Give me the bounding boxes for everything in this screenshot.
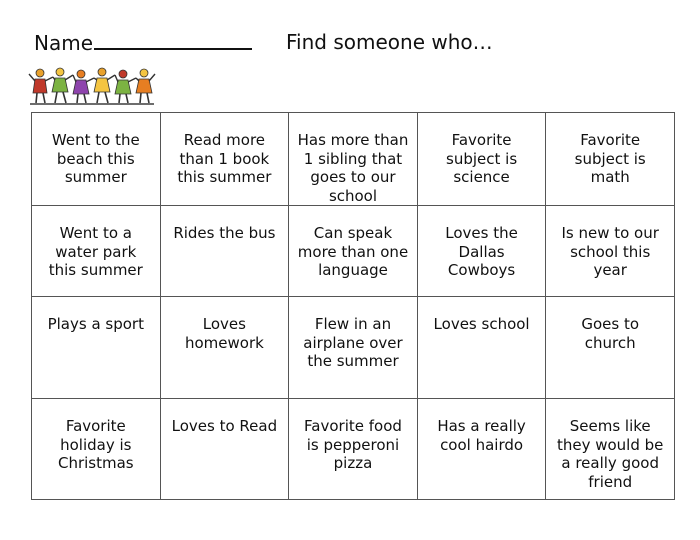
grid-cell[interactable]: Favorite food is pepperoni pizza <box>289 399 418 500</box>
bingo-grid <box>31 112 675 500</box>
grid-cell[interactable]: Loves homework <box>160 297 289 399</box>
worksheet-header <box>34 30 493 55</box>
grid-row <box>32 399 675 500</box>
grid-cell[interactable]: Goes to church <box>546 297 675 399</box>
grid-cell[interactable]: Rides the bus <box>160 206 289 297</box>
grid-cell[interactable]: Loves school <box>417 297 546 399</box>
grid-row <box>32 113 675 206</box>
grid-cell[interactable]: Is new to our school this year <box>546 206 675 297</box>
grid-cell[interactable]: Loves to Read <box>160 399 289 500</box>
grid-cell[interactable]: Plays a sport <box>32 297 161 399</box>
grid-cell[interactable]: Favorite subject is math <box>546 113 675 206</box>
worksheet-title: Find someone who… <box>286 30 493 54</box>
grid-cell[interactable]: Has more than 1 sibling that goes to our school <box>289 113 418 206</box>
grid-cell[interactable]: Went to a water park this summer <box>32 206 161 297</box>
grid-cell[interactable]: Can speak more than one language <box>289 206 418 297</box>
grid-cell[interactable]: Has a really cool hairdo <box>417 399 546 500</box>
name-write-line[interactable] <box>94 30 252 50</box>
name-label: Name <box>34 31 94 55</box>
grid-cell[interactable]: Went to the beach this summer <box>32 113 161 206</box>
grid-row <box>32 297 675 399</box>
grid-cell[interactable]: Loves the Dallas Cowboys <box>417 206 546 297</box>
grid-cell[interactable]: Seems like they would be a really good friend <box>546 399 675 500</box>
grid-cell[interactable]: Read more than 1 book this summer <box>160 113 289 206</box>
grid-cell[interactable]: Favorite holiday is Christmas <box>32 399 161 500</box>
dancing-kids-icon <box>28 66 156 106</box>
grid-row <box>32 206 675 297</box>
grid-cell[interactable]: Flew in an airplane over the summer <box>289 297 418 399</box>
grid-cell[interactable]: Favorite subject is science <box>417 113 546 206</box>
